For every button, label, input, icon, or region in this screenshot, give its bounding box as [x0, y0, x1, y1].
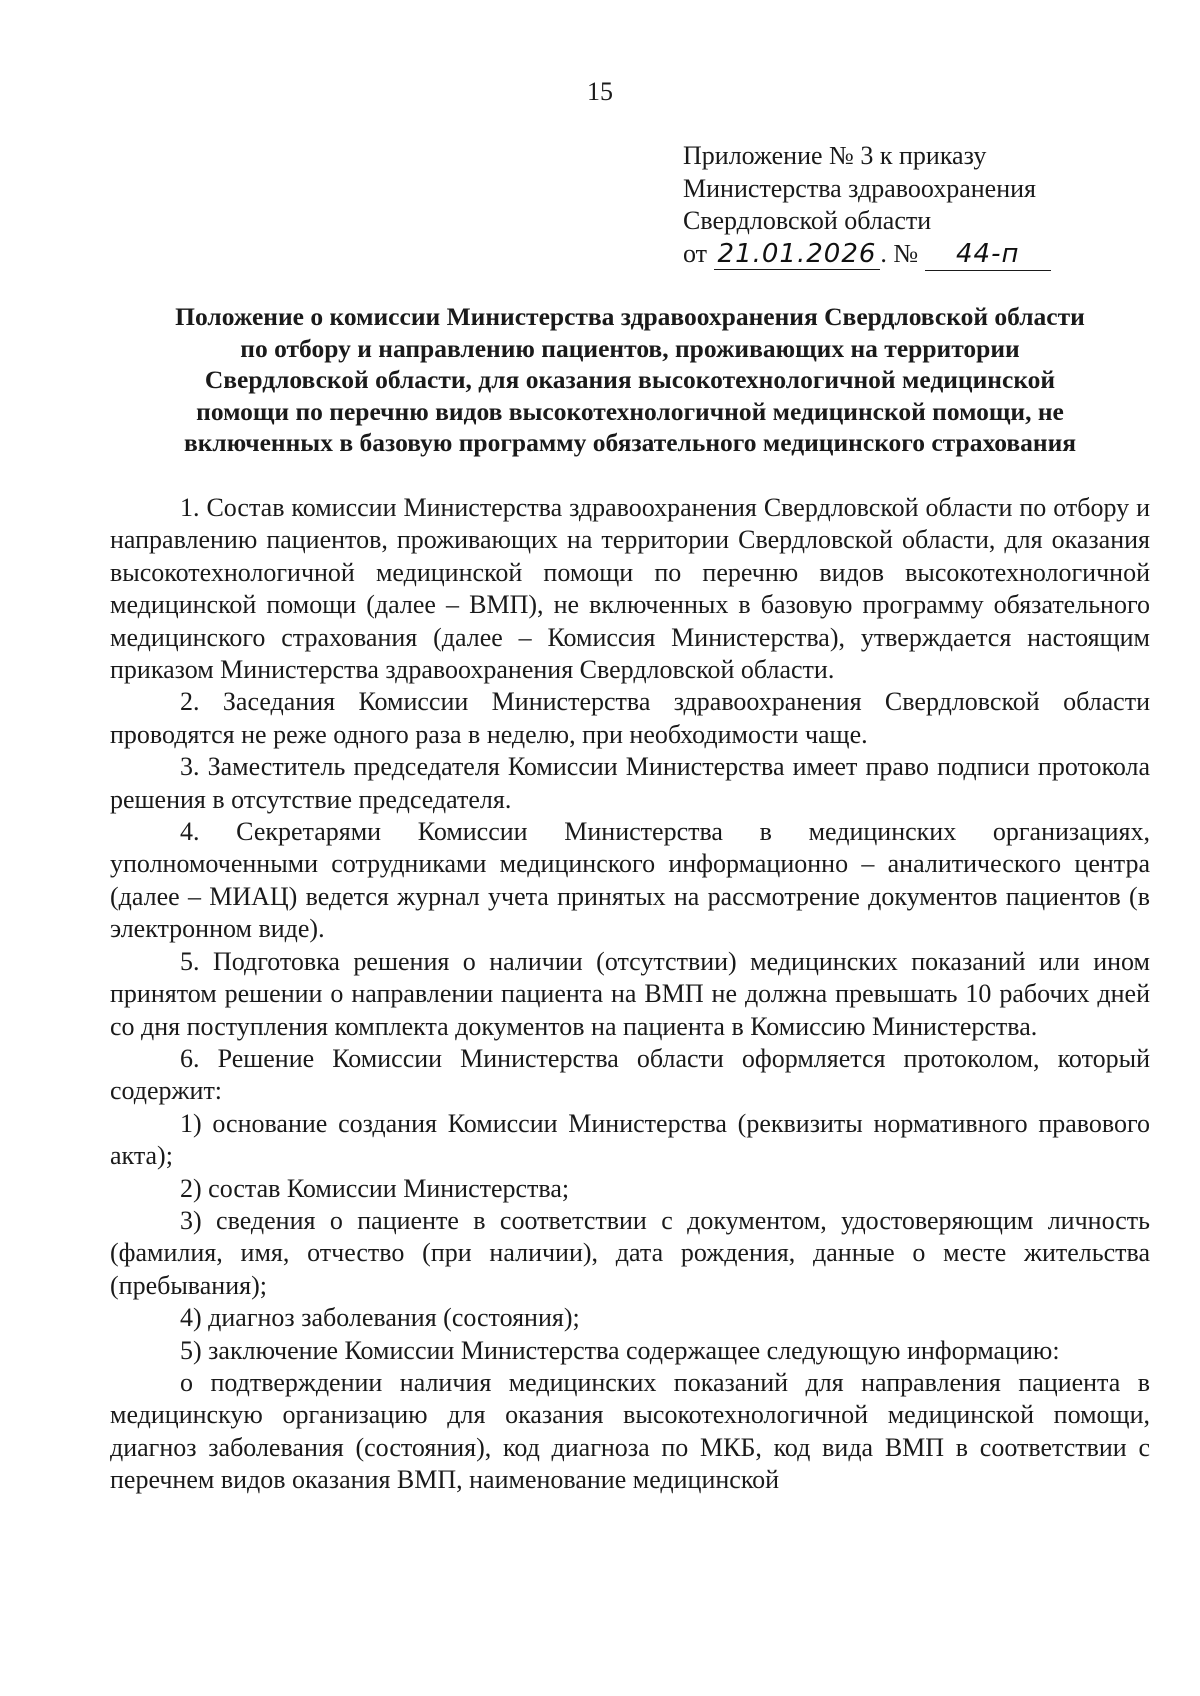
title-line-3: Свердловской области, для оказания высокотехнологичной медицинской	[204, 365, 1056, 394]
annex-line-2: Министерства здравоохранения	[683, 173, 1036, 203]
title-line-5: включенных в базовую программу обязательного медицинского страхования	[183, 428, 1077, 457]
annex-line-1: Приложение № 3 к приказу	[683, 141, 987, 170]
annex-date-handwritten: 21.01.2026	[714, 239, 881, 270]
annex-number-prefix: . №	[880, 238, 919, 268]
document-title	[110, 301, 1150, 459]
list-item-2: 2) состав Комиссии Министерства;	[180, 1173, 570, 1203]
document-body	[110, 492, 1150, 1497]
annex-line-3: Свердловской области	[683, 206, 932, 235]
title-line-2: по отбору и направлению пациентов, проживающих на территории	[240, 333, 1020, 363]
paragraph-2: 2. Заседания Комиссии Министерства здравоохранения Свердловской области проводятся не реже одного раза в неделю, при необходимости чаще.	[110, 687, 1150, 749]
annex-date-prefix: от	[683, 238, 708, 268]
list-item-3: 3) сведения о пациенте в соответствии с документом, удостоверяющим личность (фамилия, имя, отчество (при наличии), дата рождения, данные о месте жительства (пребывания);	[110, 1205, 1150, 1300]
conclusion-paragraph: о подтверждении наличия медицинских показаний для направления пациента в медицинскую организацию для оказания высокотехнологичной медицинской помощи, диагноз заболевания (состояния), код диагноза по МКБ, код вида ВМП в соответствии с перечнем видов оказания ВМП, наименование медицинской	[110, 1367, 1150, 1495]
annex-header	[683, 140, 1051, 271]
paragraph-5: 5. Подготовка решения о наличии (отсутствии) медицинских показаний или ином принятом решении о направлении пациента на ВМП не должна превышать 10 рабочих дней со дня поступления комплекта документов на пациента в Комиссию Министерства.	[110, 946, 1150, 1041]
list-item-1: 1) основание создания Комиссии Министерства (реквизиты нормативного правового акта);	[110, 1108, 1150, 1171]
list-item-4: 4) диагноз заболевания (состояния);	[180, 1303, 580, 1333]
annex-number-handwritten: 44-п	[925, 238, 1051, 272]
paragraph-4: 4. Секретарями Комиссии Министерства в медицинских организациях, уполномоченными сотрудниками медицинского информационно – аналитического центра (далее – МИАЦ) ведется журнал учета принятых на рассмотрение документов пациентов (в электронном виде).	[110, 817, 1150, 944]
page-number: 15	[587, 77, 613, 106]
title-line-4: помощи по перечню видов высокотехнологичной медицинской помощи, не	[196, 396, 1064, 426]
title-line-1: Положение о комиссии Министерства здравоохранения Свердловской области	[175, 302, 1085, 331]
paragraph-1: 1. Состав комиссии Министерства здравоохранения Свердловской области по отбору и направлению пациентов, проживающих на территории Свердловской области, для оказания высокотехнологичной медицинской помощи по перечню видов высокотехнологичной медицинской помощи (далее – ВМП), не включенных в базовую программу обязательного медицинского страхования (далее – Комиссия Министерства), утверждается настоящим приказом Министерства здравоохранения Свердловской области.	[110, 493, 1150, 685]
annex-date-line	[683, 238, 1051, 272]
paragraph-6: 6. Решение Комиссии Министерства области оформляется протоколом, который содержит:	[110, 1043, 1150, 1106]
paragraph-3: 3. Заместитель председателя Комиссии Министерства имеет право подписи протокола решения в отсутствие председателя.	[110, 752, 1150, 814]
list-item-5: 5) заключение Комиссии Министерства содержащее следующую информацию:	[180, 1335, 1060, 1365]
